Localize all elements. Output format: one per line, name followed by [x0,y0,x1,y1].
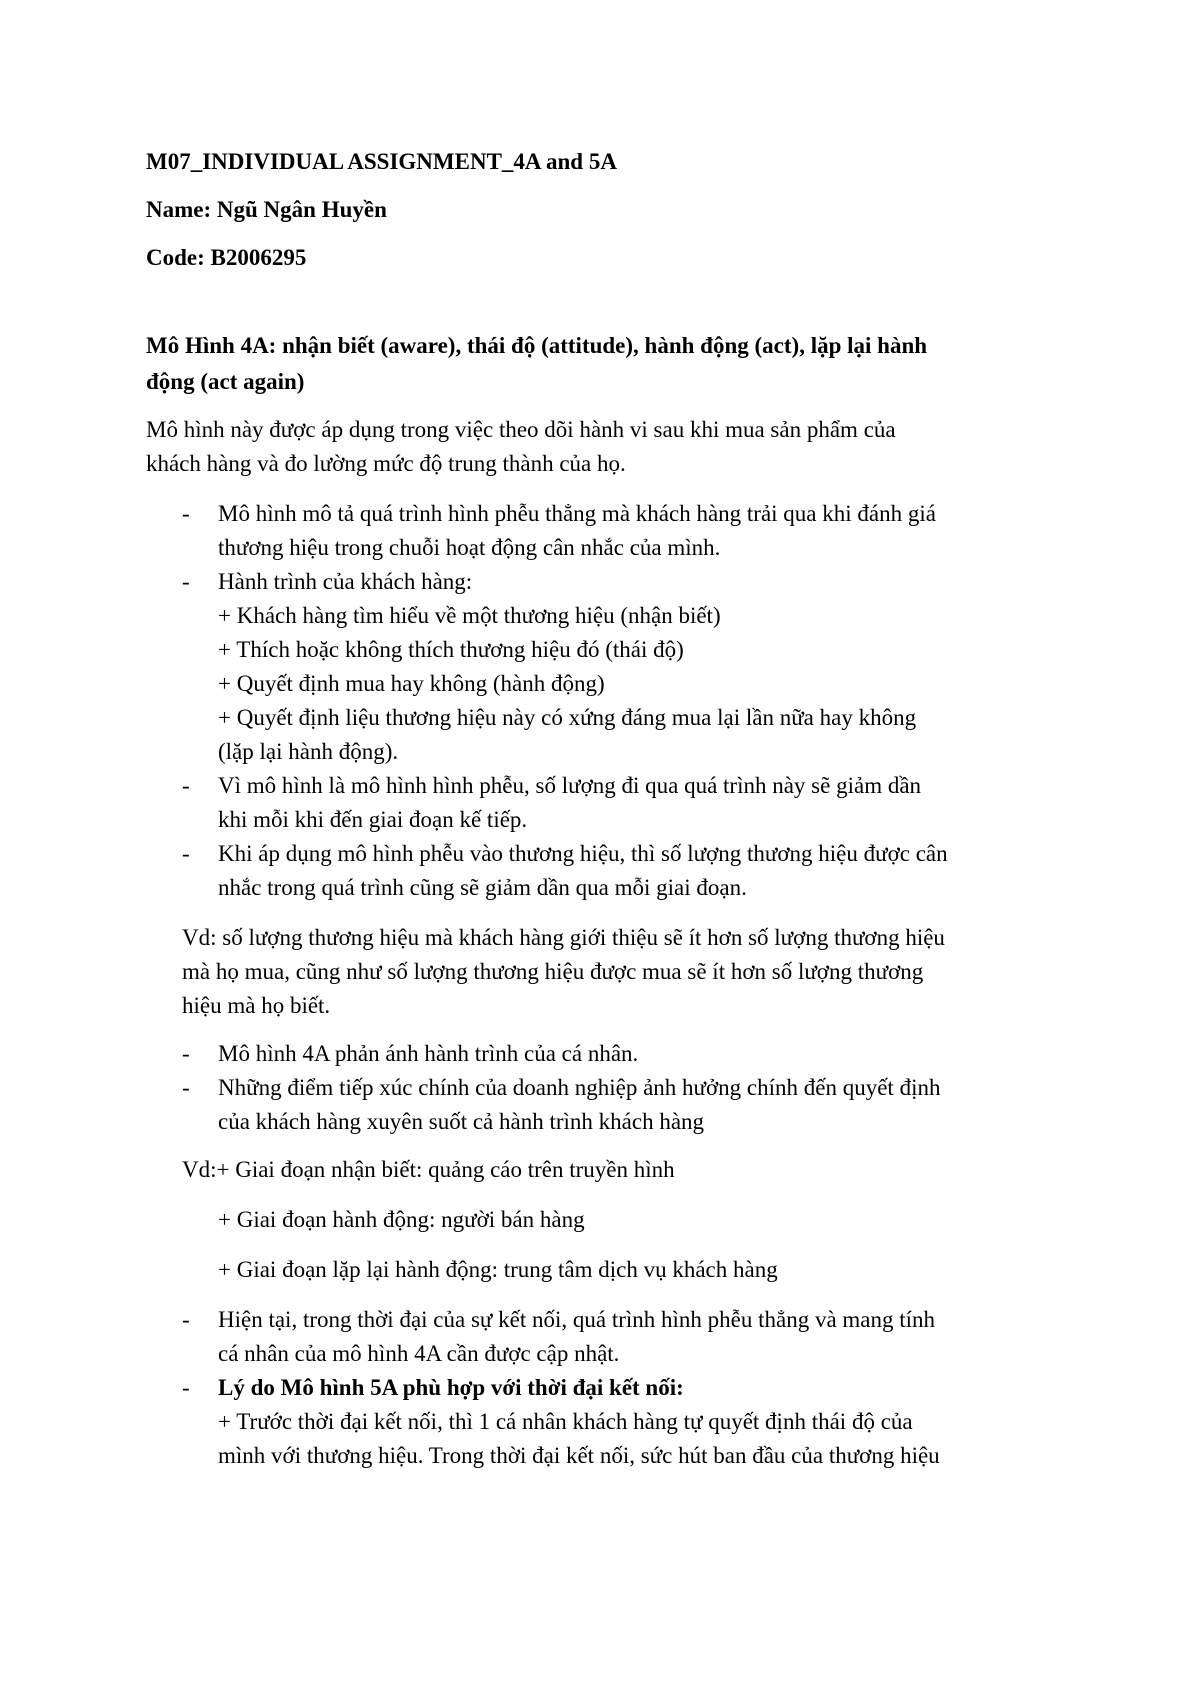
bullet-dash: - [182,1375,190,1400]
bullet-3-line-2: khi mỗi khi đến giai đoạn kế tiếp. [218,807,528,832]
student-code: Code: B2006295 [146,245,307,270]
example-1-line-2: mà họ mua, cũng như số lượng thương hiệu được mua sẽ ít hơn số lượng thương [182,959,924,984]
bullet-7-line-2: cá nhân của mô hình 4A cần được cập nhật. [218,1341,620,1366]
journey-step-2: + Thích hoặc không thích thương hiệu đó (thái độ) [218,637,684,662]
bullet-5: Mô hình 4A phản ánh hành trình của cá nhân. [218,1041,639,1066]
bullet-4-line-2: nhắc trong quá trình cũng sẽ giảm dần qua mỗi giai đoạn. [218,875,747,900]
reason-1-line-2: mình với thương hiệu. Trong thời đại kết nối, sức hút ban đầu của thương hiệu [218,1443,940,1468]
bullet-3-line-1: Vì mô hình là mô hình hình phễu, số lượng đi qua quá trình này sẽ giảm dần [218,773,922,798]
section-heading-line-2: động (act again) [146,369,305,394]
bullet-dash: - [182,841,190,866]
reason-1-line-1: + Trước thời đại kết nối, thì 1 cá nhân khách hàng tự quyết định thái độ của [218,1409,913,1434]
journey-step-3: + Quyết định mua hay không (hành động) [218,671,605,696]
intro-line-2: khách hàng và đo lường mức độ trung thành của họ. [146,451,626,476]
example-1-line-1: Vd: số lượng thương hiệu mà khách hàng giới thiệu sẽ ít hơn số lượng thương hiệu [182,925,945,950]
bullet-4-line-1: Khi áp dụng mô hình phễu vào thương hiệu, thì số lượng thương hiệu được cân [218,841,948,866]
student-name: Name: Ngũ Ngân Huyền [146,197,387,222]
bullet-dash: - [182,1075,190,1100]
intro-line-1: Mô hình này được áp dụng trong việc theo dõi hành vi sau khi mua sản phẩm của [146,417,896,442]
bullet-dash: - [182,1307,190,1332]
bullet-7-line-1: Hiện tại, trong thời đại của sự kết nối, quá trình hình phễu thẳng và mang tính [218,1307,936,1332]
journey-step-1: + Khách hàng tìm hiểu về một thương hiệu (nhận biết) [218,603,721,628]
bullet-dash: - [182,569,190,594]
example-2-line-3: + Giai đoạn lặp lại hành động: trung tâm dịch vụ khách hàng [218,1257,778,1282]
journey-step-4-line-2: (lặp lại hành động). [218,739,399,764]
bullet-2: Hành trình của khách hàng: [218,569,473,594]
bullet-6-line-1: Những điểm tiếp xúc chính của doanh nghiệp ảnh hưởng chính đến quyết định [218,1075,941,1100]
bullet-dash: - [182,1041,190,1066]
bullet-1-line-2: thương hiệu trong chuỗi hoạt động cân nhắc của mình. [218,535,721,560]
example-2-line-2: + Giai đoạn hành động: người bán hàng [218,1207,585,1232]
bullet-dash: - [182,773,190,798]
example-2-line-1: Vd:+ Giai đoạn nhận biết: quảng cáo trên truyền hình [182,1157,675,1182]
bullet-6-line-2: của khách hàng xuyên suốt cả hành trình khách hàng [218,1109,705,1134]
section-heading-line-1: Mô Hình 4A: nhận biết (aware), thái độ (attitude), hành động (act), lặp lại hành [146,333,928,358]
bullet-1-line-1: Mô hình mô tả quá trình hình phễu thẳng mà khách hàng trải qua khi đánh giá [218,501,936,526]
bullet-dash: - [182,501,190,526]
document-title: M07_INDIVIDUAL ASSIGNMENT_4A and 5A [146,149,617,174]
example-1-line-3: hiệu mà họ biết. [182,993,331,1018]
journey-step-4-line-1: + Quyết định liệu thương hiệu này có xứng đáng mua lại lần nữa hay không [218,705,917,730]
bullet-8-heading: Lý do Mô hình 5A phù hợp với thời đại kết nối: [218,1375,684,1400]
